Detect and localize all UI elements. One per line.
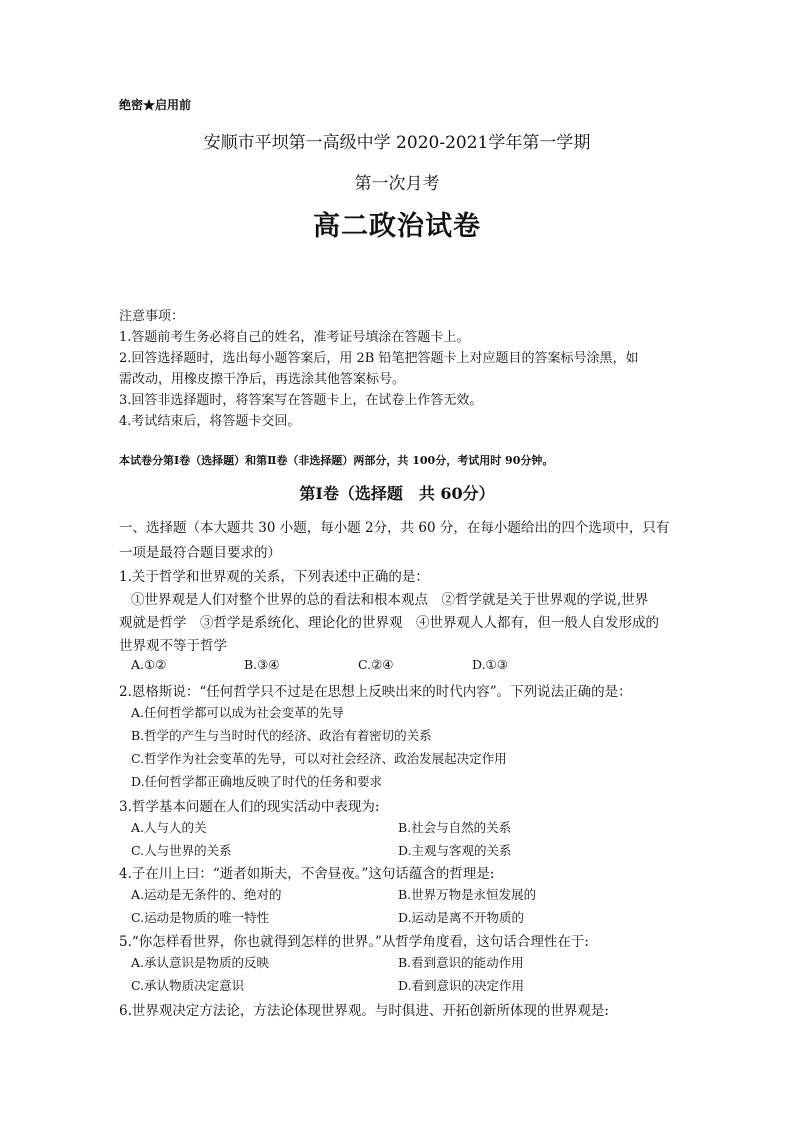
school-title: 安顺市平坝第一高级中学 2020-2021学年第一学期 xyxy=(203,133,591,153)
option-d: D.看到意识的决定作用 xyxy=(398,978,525,993)
question-body: 观就是哲学 ③哲学是系统化、理论化的世界观 ④世界观人人都有，但一般人自发形成的 xyxy=(119,615,659,631)
option-a: A.人与人的关 xyxy=(131,820,207,835)
section-intro: 一项是最符合题目要求的） xyxy=(119,545,281,561)
notice-item: 3.回答非选择题时，将答案写在答题卡上，在试卷上作答无效。 xyxy=(119,393,483,408)
notice-item: 需改动，用橡皮擦干净后，再选涂其他答案标号。 xyxy=(119,372,406,387)
question-stem: 2.恩格斯说：“任何哲学只不过是在思想上反映出来的时代内容”。下列说法正确的是： xyxy=(119,684,632,700)
question-stem: 3.哲学基本问题在人们的现实活动中表现为: xyxy=(119,799,380,815)
section-title: 第Ⅰ卷（选择题 共 60分） xyxy=(299,484,495,503)
option-a: A.任何哲学都可以成为社会变革的先导 xyxy=(131,705,345,720)
option-c: C.承认物质决定意识 xyxy=(131,978,245,993)
question-body: ①世界观是人们对整个世界的总的看法和根本观点 ②哲学就是关于世界观的学说,世界 xyxy=(131,592,649,608)
notice-item: 2.回答选择题时，选出每小题答案后，用 2B 铅笔把答题卡上对应题目的答案标号涂黑，如 xyxy=(119,351,639,366)
confidential-mark: 绝密★启用前 xyxy=(119,98,192,112)
notice-heading: 注意事项： xyxy=(119,309,185,324)
option-a: A.承认意识是物质的反映 xyxy=(131,955,270,970)
section-intro: 一、选择题（本大题共 30 小题，每小题 2分，共 60 分，在每小题给出的四个选项中，只有 xyxy=(119,520,670,536)
option-d: D.任何哲学都正确地反映了时代的任务和要求 xyxy=(131,774,383,789)
option-b: B.③④ xyxy=(244,657,280,672)
question-body: 世界观不等于哲学 xyxy=(119,638,227,654)
option-c: C.人与世界的关系 xyxy=(131,843,232,858)
question-stem: 1.关于哲学和世界观的关系，下列表述中正确的是： xyxy=(119,569,429,585)
option-c: C.②④ xyxy=(358,657,394,672)
option-a: A.运动是无条件的、绝对的 xyxy=(131,887,282,902)
notice-item: 1.答题前考生务必将自己的姓名，准考证号填涂在答题卡上。 xyxy=(119,330,470,345)
question-stem: 6.世界观决定方法论，方法论体现世界观。与时俱进、开拓创新所体现的世界观是: xyxy=(119,1003,609,1019)
paper-title: 高二政治试卷 xyxy=(313,211,481,242)
question-stem: 5.“你怎样看世界，你也就得到怎样的世界。”从哲学角度看，这句话合理性在于: xyxy=(119,934,589,950)
option-b: B.社会与自然的关系 xyxy=(398,820,512,835)
exam-name: 第一次月考 xyxy=(354,174,440,194)
option-b: B.哲学的产生与当时时代的经济、政治有着密切的关系 xyxy=(131,728,432,743)
option-b: B.世界万物是永恒发展的 xyxy=(398,887,537,902)
option-d: D.①③ xyxy=(472,657,508,672)
paper-statement: 本试卷分第Ⅰ卷（选择题）和第Ⅱ卷（非选择题）两部分，共 100分，考试用时 90分钟。 xyxy=(119,454,554,467)
question-stem: 4.子在川上曰：“逝者如斯夫，不舍昼夜。”这句话蕴含的哲理是: xyxy=(119,866,495,882)
option-a: A.①② xyxy=(131,657,167,672)
notice-block xyxy=(119,306,639,432)
option-d: D.运动是离不开物质的 xyxy=(398,910,525,925)
option-b: B.看到意识的能动作用 xyxy=(398,955,524,970)
option-c: C.哲学作为社会变革的先导，可以对社会经济、政治发展起决定作用 xyxy=(131,751,507,766)
option-c: C.运动是物质的唯一特性 xyxy=(131,910,270,925)
notice-item: 4.考试结束后，将答题卡交回。 xyxy=(119,414,301,429)
option-d: D.主观与客观的关系 xyxy=(398,843,512,858)
